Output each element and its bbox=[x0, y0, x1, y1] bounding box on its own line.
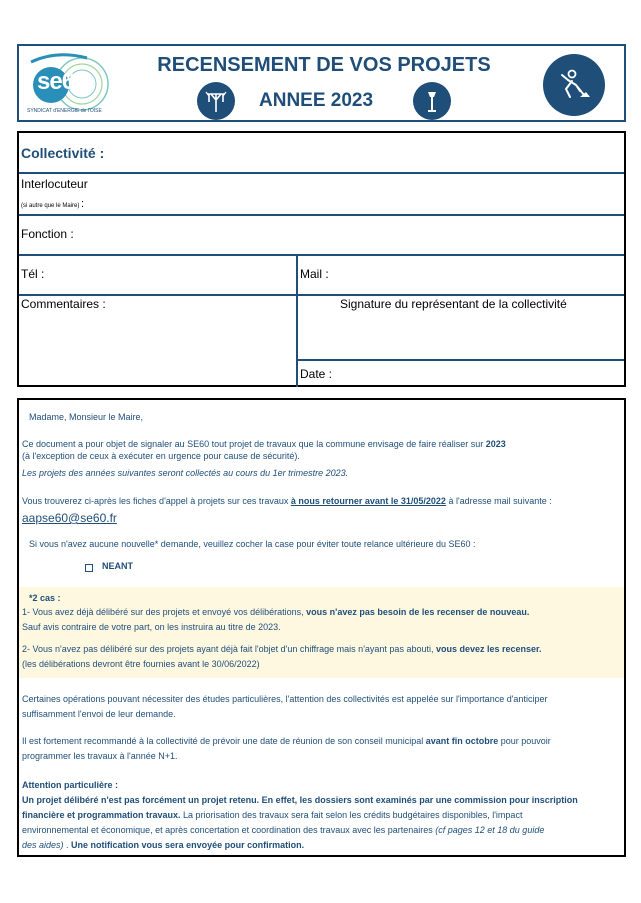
fonction-label: Fonction : bbox=[21, 227, 74, 241]
date-label: Date : bbox=[300, 367, 333, 381]
attention-line-2 bbox=[22, 810, 522, 822]
meeting-text: Il est fortement recommandé à la collectivité de prévoir une date de réunion de son conseil municipal bbox=[22, 736, 426, 746]
attention-guide-ref-end: des aides) bbox=[22, 840, 64, 850]
header-banner bbox=[17, 44, 626, 122]
attention-separator: . bbox=[63, 840, 72, 850]
meeting-deadline: avant fin octobre bbox=[425, 736, 499, 746]
case-2-text: 2- Vous n'avez pas délibéré sur des projets ayant déjà fait l'objet d'un chiffrage mais n'ayant pas abouti, bbox=[22, 644, 436, 654]
return-text-end: à l'adresse mail suivante : bbox=[445, 496, 552, 506]
case-1-text: 1- Vous avez déjà délibéré sur des projets et envoyé vos délibérations, bbox=[22, 607, 307, 617]
case-2-note: (les délibérations devront être fournies avant le 30/06/2022) bbox=[22, 659, 260, 669]
interlocuteur-colon: : bbox=[81, 198, 85, 210]
case-1-emphasis: vous n'avez pas besoin de les recenser de nouveau. bbox=[306, 607, 530, 617]
return-deadline: à nous retourner avant le 31/05/2022 bbox=[290, 496, 446, 506]
collectivite-label: Collectivité : bbox=[21, 145, 105, 161]
collectivity-form bbox=[17, 131, 626, 387]
return-text: Vous trouverez ci-après les fiches d'appel à projets sur ces travaux bbox=[22, 496, 291, 506]
logo-text: se60 bbox=[37, 68, 87, 95]
intro-line-1 bbox=[22, 439, 506, 451]
case-1-line bbox=[22, 607, 529, 619]
neant-checkbox[interactable] bbox=[85, 564, 93, 572]
tel-label: Tél : bbox=[21, 267, 45, 281]
return-line bbox=[22, 496, 552, 508]
no-request-line: Si vous n'avez aucune nouvelle* demande, veuillez cocher la case pour éviter toute relance ultérieure du SE60 : bbox=[29, 539, 476, 549]
letter-section bbox=[17, 398, 626, 857]
case-1-note: Sauf avis contraire de votre part, on les instruira au titre de 2023. bbox=[22, 622, 281, 632]
signature-label: Signature du représentant de la collectivité bbox=[340, 297, 567, 311]
intro-line-2: (à l'exception de ceux à exécuter en urgence pour cause de sécurité). bbox=[22, 451, 300, 461]
mail-label: Mail : bbox=[300, 267, 329, 281]
attention-partners: environnemental et économique, et après concertation et coordination des travaux avec les partenaires bbox=[22, 825, 436, 835]
meeting-text-end: pour pouvoir bbox=[498, 736, 551, 746]
attention-guide-ref: (cf pages 12 et 18 du guide bbox=[435, 825, 545, 835]
studies-line-1: Certaines opérations pouvant nécessiter des études particulières, l'attention des collectivités est appelée sur l'importance d'anticiper bbox=[22, 694, 548, 704]
neant-label: NEANT bbox=[102, 561, 133, 571]
intro-text: Ce document a pour objet de signaler au SE60 tout projet de travaux que la commune envisage de faire réaliser sur bbox=[22, 439, 486, 449]
commentaires-label: Commentaires : bbox=[21, 297, 106, 311]
attention-line-4 bbox=[22, 840, 304, 852]
interlocuteur-label: Interlocuteur bbox=[21, 177, 88, 191]
streetlight-icon bbox=[413, 82, 451, 120]
attention-line-3 bbox=[22, 825, 544, 837]
se60-logo bbox=[27, 52, 119, 116]
logo-subtitle: SYNDICAT d'ENERGIE de l'OISE bbox=[27, 108, 102, 114]
greeting: Madame, Monsieur le Maire, bbox=[29, 412, 144, 422]
meeting-line-2: programmer les travaux à l'année N+1. bbox=[22, 751, 178, 761]
page-subtitle-year: ANNEE 2023 bbox=[259, 90, 374, 111]
attention-priority: La priorisation des travaux sera fait selon les crédits budgétaires disponibles, l'impact bbox=[180, 810, 523, 820]
interlocuteur-note-text: (si autre que le Maire) bbox=[21, 203, 80, 209]
cases-title: *2 cas : bbox=[29, 593, 61, 603]
page-title: RECENSEMENT DE VOS PROJETS bbox=[157, 54, 491, 76]
attention-emphasis: financière et programmation travaux. bbox=[22, 810, 181, 820]
worker-icon bbox=[543, 54, 605, 116]
case-2-line bbox=[22, 644, 542, 656]
meeting-line-1 bbox=[22, 736, 551, 748]
interlocuteur-note bbox=[21, 198, 84, 210]
attention-title: Attention particulière : bbox=[22, 780, 119, 790]
intro-line-3: Les projets des années suivantes seront collectés au cours du 1er trimestre 2023. bbox=[22, 468, 349, 478]
intro-year: 2023 bbox=[485, 439, 506, 449]
pole-icon bbox=[197, 82, 235, 120]
studies-line-2: suffisamment l'envoi de leur demande. bbox=[22, 709, 176, 719]
case-2-emphasis: vous devez les recenser. bbox=[435, 644, 542, 654]
contact-email-link[interactable]: aapse60@se60.fr bbox=[22, 511, 117, 525]
attention-notification: Une notification vous sera envoyée pour confirmation. bbox=[71, 840, 305, 850]
attention-line-1: Un projet délibéré n'est pas forcément un projet retenu. En effet, les dossiers sont examinés par une commission pour inscription bbox=[22, 795, 578, 805]
